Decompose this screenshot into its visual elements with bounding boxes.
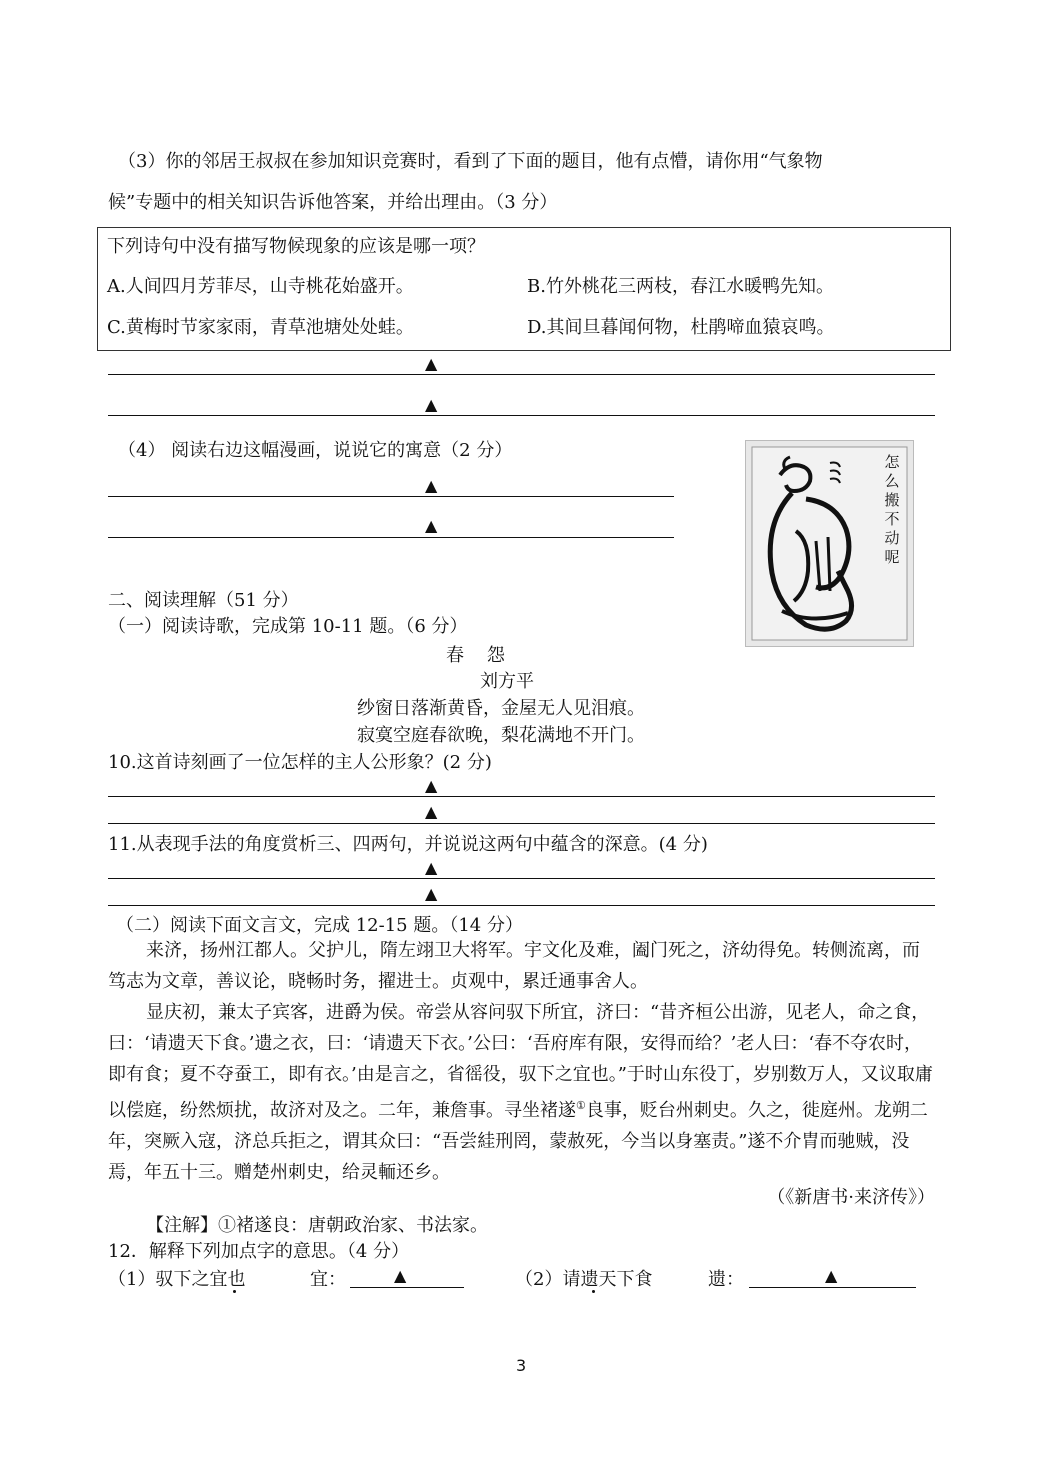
option-d: D.其间旦暮闻何物，杜鹃啼血猿哀鸣。 — [527, 317, 835, 338]
classical-source: （《新唐书·来济传》） — [767, 1187, 935, 1208]
answer-mark: ▲ — [425, 354, 438, 373]
q12-item1: （1）驭下之宜也 — [108, 1269, 246, 1290]
q11-text: 11.从表现手法的角度赏析三、四两句，并说说这两句中蕴含的深意。(4 分) — [108, 834, 708, 855]
emphasis-dot — [233, 1290, 236, 1293]
answer-mark: ▲ — [425, 395, 438, 414]
q3-line1: （3）你的邻居王叔叔在参加知识竞赛时，看到了下面的题目，他有点懵，请你用“气象物 — [118, 151, 823, 172]
answer-mark: ▲ — [394, 1266, 407, 1285]
q12-item2: （2）请遗天下食 — [515, 1269, 653, 1290]
poem-title: 春 怨 — [446, 645, 505, 666]
q10-text: 10.这首诗刻画了一位怎样的主人公形象？(2 分) — [108, 752, 492, 773]
classical-note: 【注解】①褚遂良：唐朝政治家、书法家。 — [146, 1215, 488, 1236]
answer-mark: ▲ — [825, 1266, 838, 1285]
answer-line[interactable] — [108, 496, 674, 497]
answer-line[interactable] — [108, 823, 935, 824]
answer-mark: ▲ — [425, 776, 438, 795]
answer-line[interactable] — [108, 905, 935, 906]
part2-heading: （二）阅读下面文言文，完成 12-15 题。（14 分） — [116, 915, 523, 936]
answer-mark: ▲ — [425, 802, 438, 821]
classical-p2-part-b: 良事，贬台州刺史。久之，徙庭州。龙朔二年，突厥入寇，济总兵拒之，谓其众曰：“吾尝絓刑罔，蒙赦死，今当以身塞责。”遂不介胄而驰贼，没焉，年五十三。赠楚州刺史，给灵輀还乡。 — [108, 1100, 928, 1183]
emphasis-dot — [592, 1290, 595, 1293]
section2-heading: 二、阅读理解（51 分） — [108, 590, 299, 611]
q4-text: （4） 阅读右边这幅漫画，说说它的寓意（2 分） — [118, 440, 513, 461]
answer-mark: ▲ — [425, 516, 438, 535]
q12-item2-label: 遗： — [708, 1269, 744, 1290]
q12-item2-answer-line[interactable] — [749, 1287, 916, 1288]
section2-part1: （一）阅读诗歌，完成第 10-11 题。（6 分） — [108, 616, 468, 637]
answer-mark: ▲ — [425, 476, 438, 495]
poem-line1: 纱窗日落渐黄昏，金屋无人见泪痕。 — [357, 698, 645, 719]
box-question: 下列诗句中没有描写物候现象的应该是哪一项？ — [107, 236, 485, 257]
answer-mark: ▲ — [425, 884, 438, 903]
classical-paragraph-1: 来济，扬州江都人。父护儿，隋左翊卫大将军。宇文化及难，阖门死之，济幼得免。转侧流离，而笃志为文章，善议论，晓畅时务，擢进士。贞观中，累迁通事舍人。 — [108, 940, 920, 992]
cartoon-caption: 怎么搬不动呢 — [884, 453, 900, 566]
answer-mark: ▲ — [425, 858, 438, 877]
classical-paragraph-2 — [108, 997, 935, 1188]
answer-line[interactable] — [108, 537, 674, 538]
classical-p2-part-a: 显庆初，兼太子宾客，进爵为侯。帝尝从容问驭下所宜，济曰：“昔齐桓公出游，见老人，命之食，曰：‘请遗天下食。’遗之衣，曰：‘请遗天下衣。’公曰：‘吾府库有限，安得而给？’老人曰：‘春不夺农时，即有食；夏不夺蚕工，即有衣。’由是言之，省徭役，驭下之宜也。”于时山东役丁，岁别数万人，又议取庸以偿庭，纷然烦扰，故济对及之。二年，兼詹事。寻坐褚遂 — [108, 1002, 933, 1121]
poem-author: 刘方平 — [480, 671, 534, 692]
answer-line[interactable] — [108, 374, 935, 375]
q12-item1-label: 宜： — [310, 1269, 346, 1290]
answer-line[interactable] — [108, 415, 935, 416]
option-a: A.人间四月芳菲尽，山寺桃花始盛开。 — [107, 276, 414, 297]
option-c: C.黄梅时节家家雨，青草池塘处处蛙。 — [107, 317, 414, 338]
q3-line2: 候”专题中的相关知识告诉他答案，并给出理由。（3 分） — [108, 192, 558, 213]
footnote-marker: ① — [576, 1099, 586, 1112]
cartoon-image — [745, 440, 914, 647]
option-b: B.竹外桃花三两枝，春江水暖鸭先知。 — [527, 276, 834, 297]
answer-line[interactable] — [108, 796, 935, 797]
page-number: 3 — [516, 1356, 527, 1375]
answer-line[interactable] — [108, 878, 935, 879]
q12-item1-answer-line[interactable] — [350, 1287, 464, 1288]
q12-text: 12．解释下列加点字的意思。（4 分） — [108, 1241, 410, 1262]
poem-line2: 寂寞空庭春欲晚，梨花满地不开门。 — [357, 725, 645, 746]
